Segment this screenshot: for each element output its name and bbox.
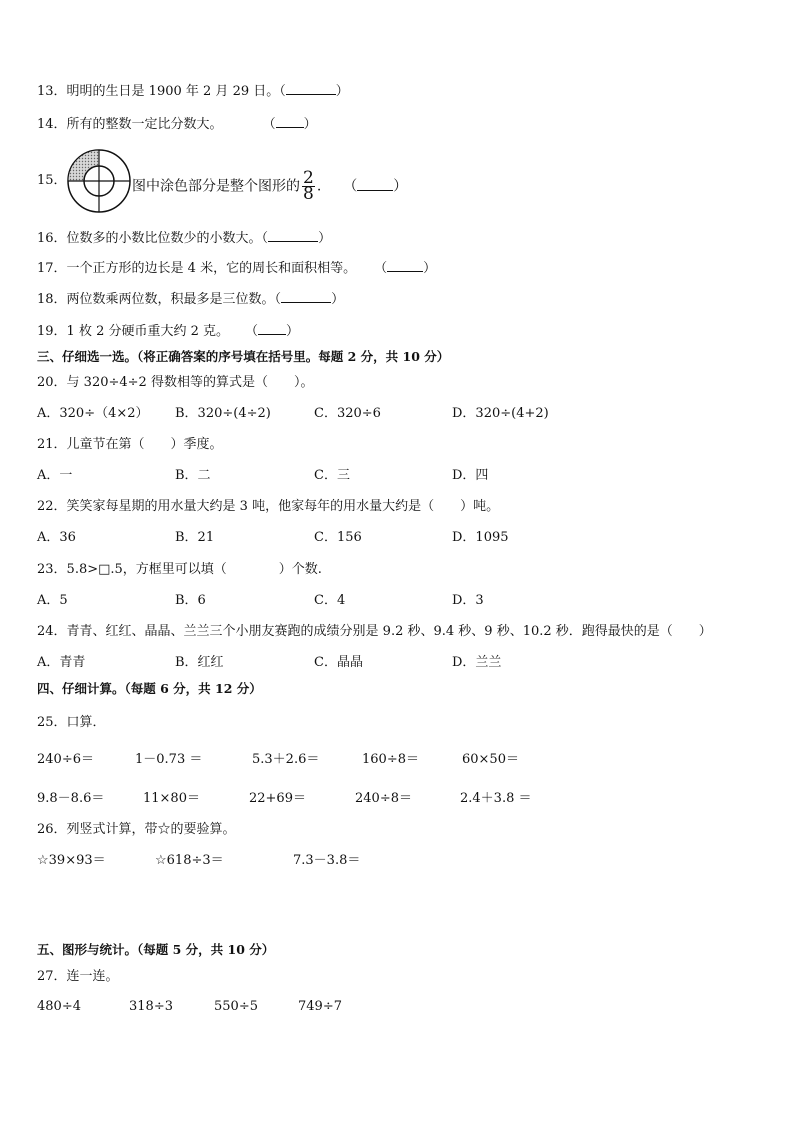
oral-calc-item: 240÷6＝ [37, 752, 94, 767]
question-15: 15． [37, 173, 67, 188]
option-b[interactable]: B．二 [175, 468, 211, 483]
oral-calc-item: 9.8－8.6＝ [37, 791, 105, 806]
oral-calc-item: 160÷8＝ [362, 752, 419, 767]
match-item[interactable]: 550÷5 [214, 999, 258, 1014]
answer-blank[interactable] [276, 115, 304, 128]
option-a[interactable]: A．青青 [37, 655, 86, 670]
answer-blank[interactable] [281, 290, 331, 303]
oral-calc-item: 22+69＝ [249, 791, 306, 806]
question-24: 24．青青、红红、晶晶、兰兰三个小朋友赛跑的成绩分别是 9.2 秒、9.4 秒、9 秒、10.2 秒．跑得最快的是（ ） [37, 624, 712, 639]
vertical-calc-item: ☆39×93＝ [37, 853, 106, 868]
option-b[interactable]: B．红红 [175, 655, 224, 670]
oral-calc-item: 11×80＝ [143, 791, 200, 806]
section-heading-5: 五、图形与统计。（每题 5 分，共 10 分） [37, 942, 275, 957]
option-a[interactable]: A．320÷（4×2） [37, 406, 149, 421]
option-c[interactable]: C．晶晶 [314, 655, 363, 670]
option-b[interactable]: B．320÷(4÷2) [175, 406, 271, 421]
question-25: 25．口算． [37, 715, 106, 730]
match-item[interactable]: 318÷3 [129, 999, 173, 1014]
option-a[interactable]: A．一 [37, 468, 73, 483]
question-16: 16．位数多的小数比位数少的小数大。（ ） [37, 231, 332, 246]
answer-blank[interactable] [286, 82, 336, 95]
answer-blank[interactable] [387, 259, 423, 272]
option-b[interactable]: B．6 [175, 593, 206, 608]
section-heading-3: 三、仔细选一选。（将正确答案的序号填在括号里。每题 2 分，共 10 分） [37, 349, 450, 364]
oral-calc-item: 60×50＝ [462, 752, 519, 767]
option-a[interactable]: A．5 [37, 593, 68, 608]
oral-calc-item: 240÷8＝ [355, 791, 412, 806]
option-b[interactable]: B．21 [175, 530, 215, 545]
question-23: 23．5.8>□.5，方框里可以填（ ）个数. [37, 562, 322, 577]
question-20: 20．与 320÷4÷2 得数相等的算式是（ ）。 [37, 375, 314, 390]
vertical-calc-item: ☆618÷3＝ [155, 853, 224, 868]
option-a[interactable]: A．36 [37, 530, 76, 545]
option-c[interactable]: C．320÷6 [314, 406, 381, 421]
question-22: 22．笑笑家每星期的用水量大约是 3 吨，他家每年的用水量大约是（ ）吨。 [37, 499, 500, 514]
option-c[interactable]: C．156 [314, 530, 362, 545]
question-18: 18．两位数乘两位数，积最多是三位数。（ ） [37, 292, 345, 307]
option-c[interactable]: C．4 [314, 593, 346, 608]
question-21: 21．儿童节在第（ ）季度。 [37, 437, 223, 452]
circle-figure-icon [66, 148, 132, 214]
oral-calc-item: 2.4＋3.8 ＝ [460, 791, 532, 806]
option-d[interactable]: D．1095 [452, 530, 509, 545]
oral-calc-item: 5.3＋2.6＝ [252, 752, 320, 767]
question-15-text: 图中涂色部分是整个图形的 $\frac{2}{8}$ . （ ） [132, 168, 408, 204]
question-19: 19．1 枚 2 分硬币重大约 2 克。 （ ） [37, 324, 300, 339]
question-14: 14．所有的整数一定比分数大。 （ ） [37, 117, 317, 132]
answer-blank[interactable] [357, 178, 393, 191]
option-d[interactable]: D．兰兰 [452, 655, 502, 670]
answer-blank[interactable] [268, 229, 318, 242]
oral-calc-item: 1－0.73 ＝ [135, 752, 203, 767]
answer-blank[interactable] [258, 322, 286, 335]
question-26: 26．列竖式计算，带☆的要验算。 [37, 822, 236, 837]
question-27: 27．连一连。 [37, 969, 119, 984]
question-17: 17．一个正方形的边长是 4 米，它的周长和面积相等。 （ ） [37, 261, 437, 276]
option-d[interactable]: D．四 [452, 468, 489, 483]
question-13: 13．明明的生日是 1900 年 2 月 29 日。（ ） [37, 84, 349, 99]
fraction: $\frac{2}{8}$ [303, 168, 314, 204]
match-item[interactable]: 749÷7 [298, 999, 342, 1014]
option-d[interactable]: D．320÷(4+2) [452, 406, 549, 421]
option-d[interactable]: D．3 [452, 593, 484, 608]
vertical-calc-item: 7.3－3.8＝ [293, 853, 361, 868]
option-c[interactable]: C．三 [314, 468, 350, 483]
section-heading-4: 四、仔细计算。（每题 6 分，共 12 分） [37, 681, 262, 696]
match-item[interactable]: 480÷4 [37, 999, 81, 1014]
